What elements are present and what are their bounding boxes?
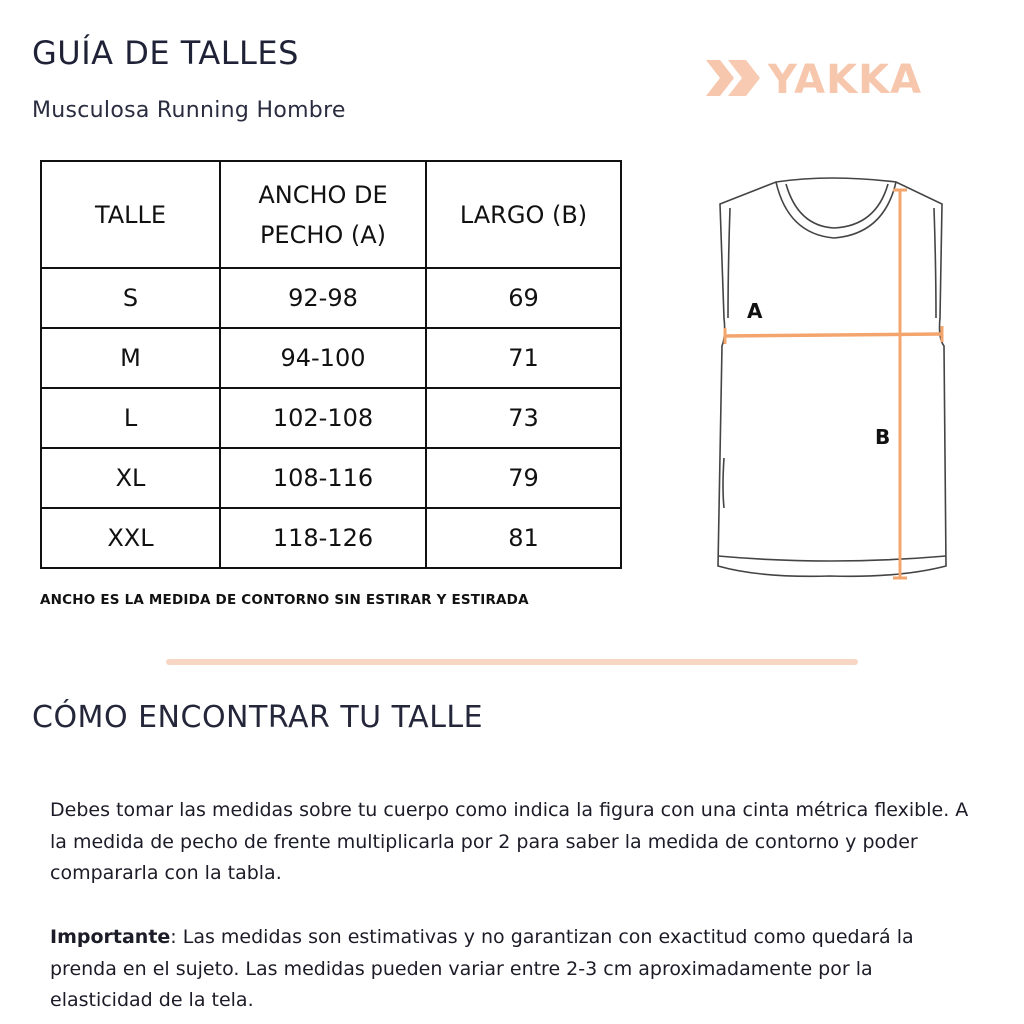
measurement-note: ANCHO ES LA MEDIDA DE CONTORNO SIN ESTIRAR Y ESTIRADA: [40, 592, 529, 608]
how-to-paragraph: Debes tomar las medidas sobre tu cuerpo como indica la figura con una cinta métrica flexible. A la medida de pecho de frente multiplicarla por 2 para saber la medida de contorno y poder compararla con la tabla.: [50, 799, 969, 884]
how-to-title: CÓMO ENCONTRAR TU TALLE: [32, 700, 484, 735]
cell-chest: 108-116: [220, 448, 426, 508]
table-row: [41, 448, 621, 508]
cell-length: 79: [426, 448, 621, 508]
brand-x-icon: [706, 60, 760, 96]
cell-length: 71: [426, 328, 621, 388]
table-row: [41, 268, 621, 328]
size-table: [40, 160, 622, 569]
cell-size: S: [41, 268, 220, 328]
tank-top-outline: [718, 178, 946, 576]
brand-wordmark: YAKKA: [768, 58, 923, 98]
table-row: [41, 328, 621, 388]
cell-size: XXL: [41, 508, 220, 568]
header-size: TALLE: [41, 161, 220, 268]
cell-chest: 118-126: [220, 508, 426, 568]
table-row: [41, 388, 621, 448]
cell-length: 69: [426, 268, 621, 328]
cell-size: M: [41, 328, 220, 388]
page-subtitle: Musculosa Running Hombre: [32, 98, 346, 123]
tank-top-diagram: [700, 168, 960, 588]
yakka-logo: [706, 58, 958, 98]
label-b: B: [875, 425, 891, 449]
length-measure-line: [893, 190, 907, 578]
page-title: GUÍA DE TALLES: [32, 34, 299, 72]
important-text: : Las medidas son estimativas y no garantizan con exactitud como quedará la prenda en el sujeto. Las medidas pueden variar entre 2-3 cm aproximadamente por la elasticidad de la tela.: [50, 926, 914, 1011]
cell-size: L: [41, 388, 220, 448]
table-row: [41, 508, 621, 568]
cell-length: 73: [426, 388, 621, 448]
cell-chest: 102-108: [220, 388, 426, 448]
header-chest-width: ANCHO DE PECHO (A): [220, 161, 426, 268]
important-paragraph: [50, 922, 980, 1017]
chest-measure-line: [725, 326, 942, 344]
table-header-row: [41, 161, 621, 268]
cell-chest: 94-100: [220, 328, 426, 388]
cell-size: XL: [41, 448, 220, 508]
label-a: A: [747, 299, 763, 323]
important-label: Importante: [50, 926, 171, 948]
section-divider: [166, 659, 858, 665]
cell-chest: 92-98: [220, 268, 426, 328]
cell-length: 81: [426, 508, 621, 568]
header-length: LARGO (B): [426, 161, 621, 268]
